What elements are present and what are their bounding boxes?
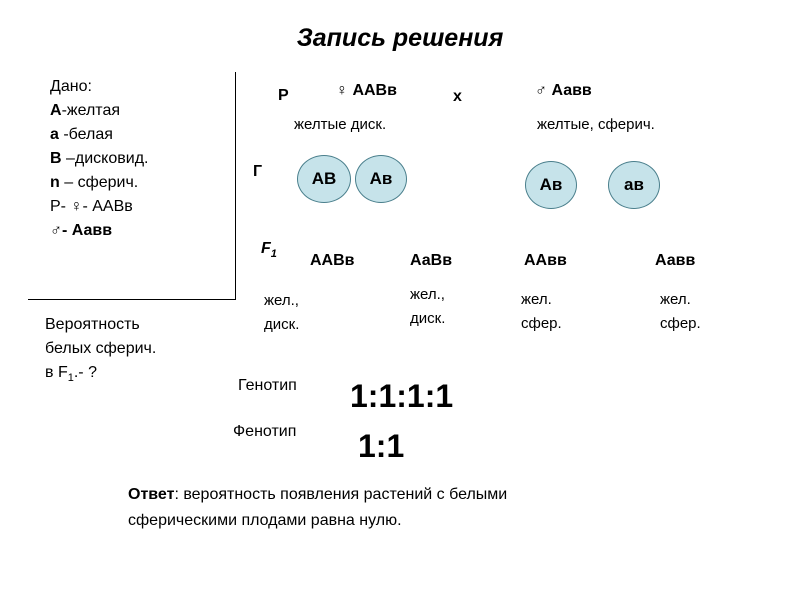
- given-line-B: [50, 147, 148, 171]
- offspring-phenotype: [264, 289, 299, 337]
- question-subscript: 1: [67, 372, 74, 385]
- question-block: [45, 313, 156, 390]
- given-text: – сферич.: [59, 174, 139, 191]
- question-line: белых сферич.: [45, 340, 157, 357]
- question-text: в F: [45, 364, 68, 381]
- answer-line: [128, 482, 507, 508]
- f1-label-text: F: [261, 240, 271, 257]
- offspring-phenotype-line: жел.: [521, 291, 552, 308]
- gamete-circle: Ав: [355, 155, 407, 203]
- question-line: Вероятность: [45, 316, 140, 333]
- cross-sign: х: [453, 88, 462, 105]
- answer-text: : вероятность появления растений с белыми: [174, 486, 508, 503]
- answer-label: Ответ: [128, 486, 175, 503]
- divider-vertical: [235, 72, 236, 300]
- offspring-genotype: ААВв: [310, 252, 355, 269]
- gamete-circle: ав: [608, 161, 660, 209]
- offspring-phenotype-line: жел.,: [410, 286, 445, 303]
- page-title: Запись решения: [296, 24, 504, 52]
- given-key: n: [50, 174, 60, 191]
- offspring-phenotype: [410, 283, 445, 331]
- male-parent-genotype: ♂ Аавв: [535, 82, 592, 99]
- parents-label: Р: [278, 87, 289, 104]
- offspring-genotype: ААвв: [524, 252, 567, 269]
- given-line-male: [50, 219, 148, 243]
- given-text: Р- ♀- ААВв: [50, 198, 133, 215]
- f1-label: [261, 240, 277, 260]
- given-heading: Дано:: [50, 78, 92, 95]
- genotype-ratio-value: 1:1:1:1: [350, 378, 454, 414]
- divider-horizontal: [28, 299, 236, 300]
- phenotype-ratio-value: 1:1: [358, 428, 405, 464]
- female-parent-phenotype: желтые диск.: [294, 116, 387, 133]
- phenotype-ratio-label: Фенотип: [233, 423, 297, 440]
- offspring-phenotype-line: диск.: [264, 316, 300, 333]
- given-line-n: [50, 171, 148, 195]
- offspring-phenotype: [660, 288, 701, 336]
- question-text: .- ?: [73, 364, 97, 381]
- male-parent-phenotype: желтые, сферич.: [537, 116, 655, 133]
- gametes-label: Г: [253, 163, 263, 180]
- given-text: -желтая: [61, 102, 121, 119]
- genotype-ratio-label: Генотип: [238, 377, 297, 394]
- given-text: -белая: [58, 126, 113, 143]
- f1-label-subscript: 1: [270, 248, 277, 261]
- answer-line: сферическими плодами равна нулю.: [128, 512, 402, 529]
- offspring-phenotype-line: жел.,: [264, 292, 299, 309]
- given-block: [50, 75, 148, 243]
- given-line-A: [50, 99, 148, 123]
- offspring-phenotype-line: жел.: [660, 291, 691, 308]
- question-line: [45, 361, 156, 390]
- offspring-phenotype: [521, 288, 562, 336]
- given-key: а: [50, 126, 59, 143]
- offspring-phenotype-line: диск.: [410, 310, 446, 327]
- given-key: А: [50, 102, 62, 119]
- offspring-genotype: Аавв: [655, 252, 696, 269]
- given-text: –дисковид.: [61, 150, 149, 167]
- gamete-circle: АВ: [297, 155, 351, 203]
- offspring-genotype: АаВв: [410, 252, 453, 269]
- given-key: В: [50, 150, 62, 167]
- answer-block: [128, 482, 507, 534]
- offspring-phenotype-line: сфер.: [521, 315, 562, 332]
- given-text: ♂- Аавв: [50, 222, 113, 239]
- given-line-p-female: [50, 195, 148, 219]
- offspring-phenotype-line: сфер.: [660, 315, 701, 332]
- gamete-circle: Ав: [525, 161, 577, 209]
- given-line-a: [50, 123, 148, 147]
- female-parent-genotype: ♀ ААВв: [336, 82, 397, 99]
